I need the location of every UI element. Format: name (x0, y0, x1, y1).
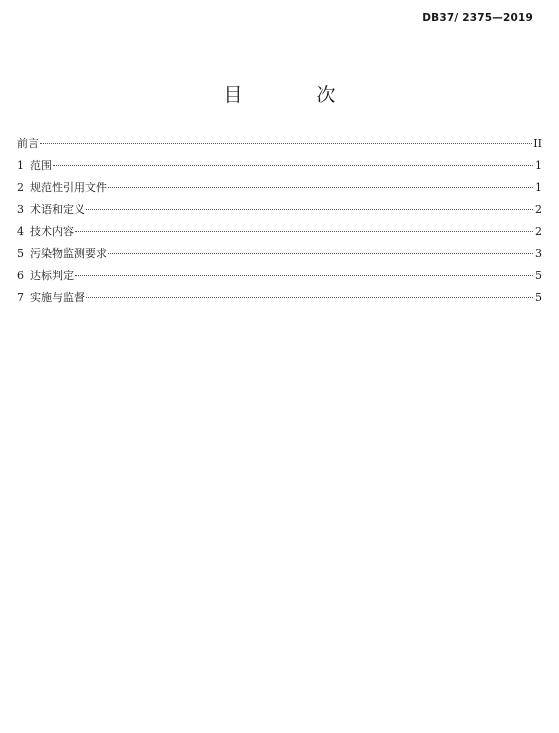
toc-entry-label: 术语和定义 (30, 203, 85, 216)
toc-dot-leader (53, 165, 533, 166)
toc-entry-number: 1 (17, 159, 24, 172)
toc-entry-implementation-supervision[interactable] (17, 291, 542, 313)
toc-entry-technical-content[interactable] (17, 225, 542, 247)
toc-entry-label: 技术内容 (30, 225, 74, 238)
document-code: DB37/ 2375—2019 (422, 12, 533, 24)
toc-entry-page: 1 (535, 159, 542, 172)
toc-entry-terms-definitions[interactable] (17, 203, 542, 225)
toc-entry-page: 1 (535, 181, 542, 194)
toc-entry-label: 前言 (17, 137, 39, 150)
toc-entry-normative-references[interactable] (17, 181, 542, 203)
toc-dot-leader (86, 297, 533, 298)
toc-title: 目 次 (223, 84, 370, 106)
toc-entry-page: 2 (535, 225, 542, 238)
toc-entry-label: 达标判定 (30, 269, 74, 282)
toc-entry-foreword[interactable] (17, 137, 542, 159)
toc-dot-leader (108, 253, 533, 254)
toc-entry-label: 污染物监测要求 (30, 247, 107, 260)
toc-entry-monitoring-requirements[interactable] (17, 247, 542, 269)
toc-dot-leader (75, 275, 533, 276)
toc-entry-label: 范围 (30, 159, 52, 172)
toc-entry-number: 2 (17, 181, 24, 194)
toc-entry-label: 实施与监督 (30, 291, 85, 304)
toc-dot-leader (86, 209, 533, 210)
toc-entry-number: 3 (17, 203, 24, 216)
toc-entry-page: 2 (535, 203, 542, 216)
toc-entry-number: 4 (17, 225, 24, 238)
toc-list (17, 137, 542, 313)
toc-entry-number: 6 (17, 269, 24, 282)
toc-entry-page: 5 (535, 291, 542, 304)
toc-entry-compliance-determination[interactable] (17, 269, 542, 291)
toc-entry-page: II (533, 137, 542, 150)
toc-entry-page: 5 (535, 269, 542, 282)
toc-entry-page: 3 (535, 247, 542, 260)
toc-entry-scope[interactable] (17, 159, 542, 181)
toc-entry-number: 7 (17, 291, 24, 304)
toc-dot-leader (108, 187, 533, 188)
toc-dot-leader (40, 143, 532, 144)
toc-entry-number: 5 (17, 247, 24, 260)
toc-entry-label: 规范性引用文件 (30, 181, 107, 194)
toc-dot-leader (75, 231, 533, 232)
